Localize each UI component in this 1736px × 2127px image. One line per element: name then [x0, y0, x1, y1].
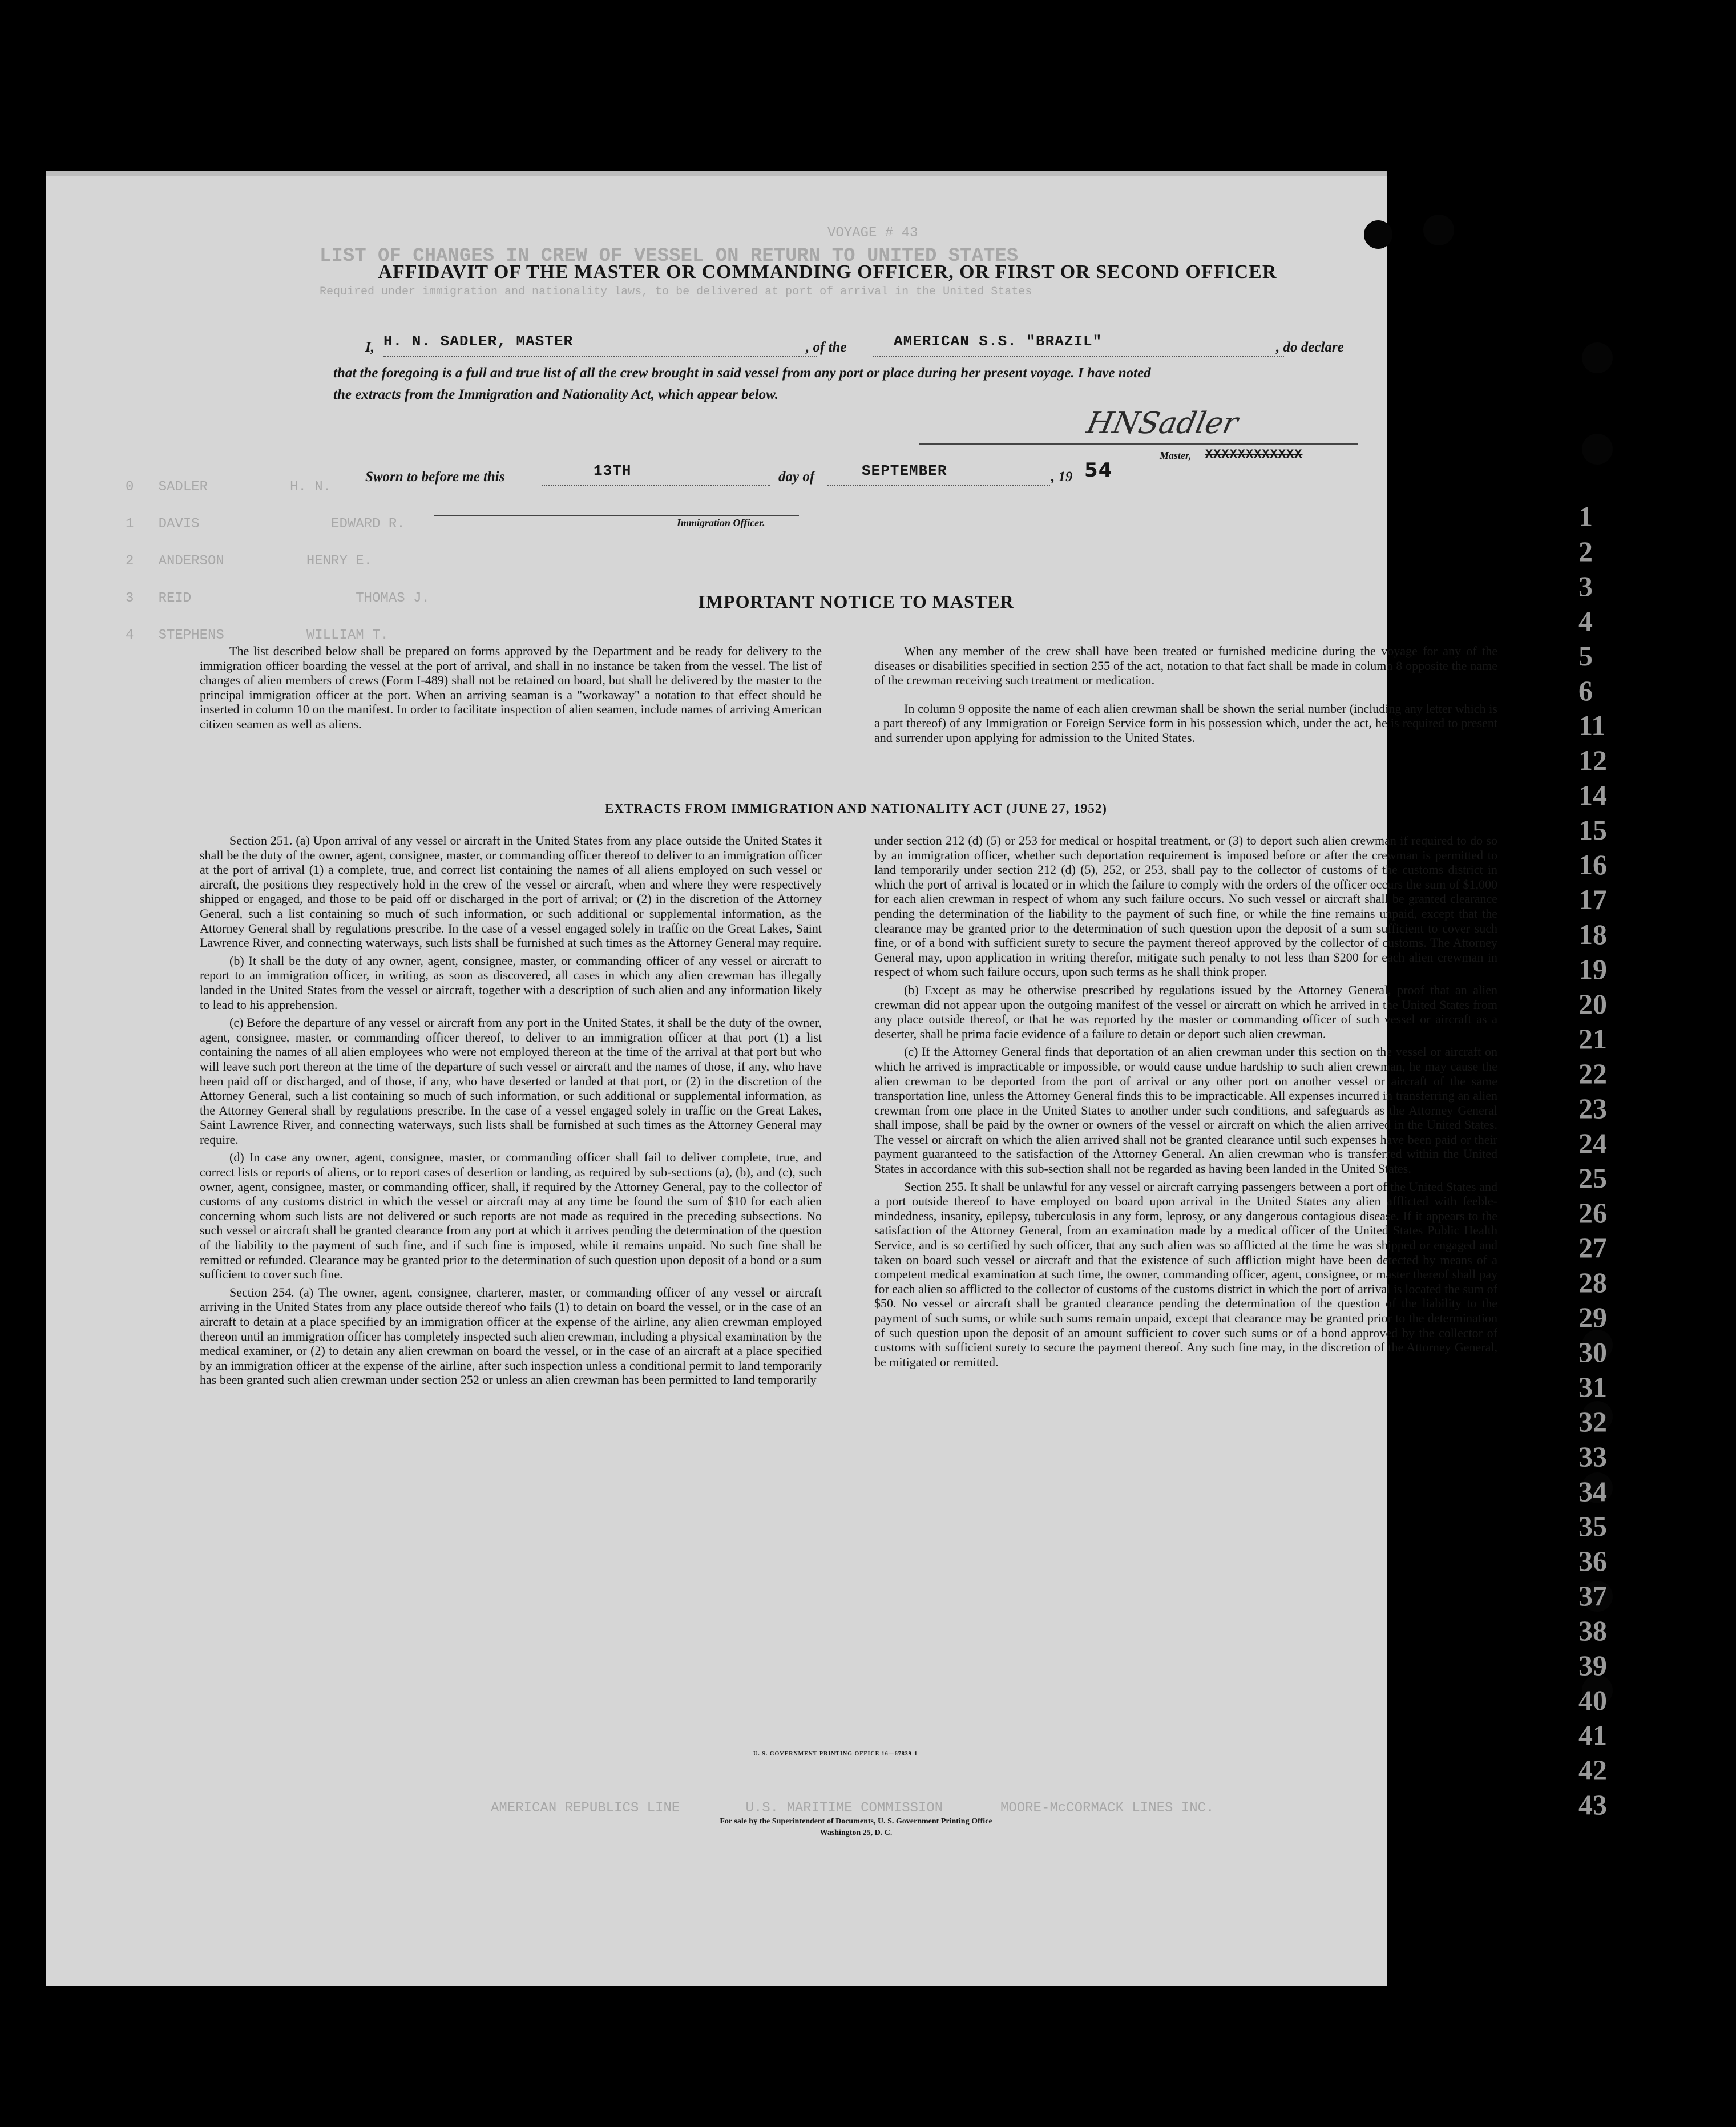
immigration-officer-line: [434, 515, 799, 516]
section-255: Section 255. It shall be unlawful for any vessel or aircraft carrying passengers between a port of the United States and a port outside thereof to have employed on board upon arrival in the United States any alien afflicted with feeble-mindedness, insanity, epilepsy, tuberculosis in any form, leprosy, or any dangerous contagious disease. If it appears to the satisfaction of the Attorney General, from an examination made by a medical officer of the United States Public Health Service, and is so certified by such officer, that any such alien was so afflicted at the time he was shipped or engaged and taken on board such vessel or aircraft and that the existence of such affliction might have been detected by means of a competent medical examination at such time, the owner, commanding officer, agent, consignee, or master thereof shall pay for each alien so afflicted to the collector of customs of the customs district in which the port of arrival is located the sum of $50. No vessel or aircraft shall be granted clearance pending the determination of the question of the liability to the payment of such sums, or while such sums remain unpaid, except that clearance may be granted prior to the determination of such question upon the deposit of an amount sufficient to cover such sums or of a bond approved by the collector of customs with sufficient surety to secure the payment thereof. Any such fine may, in the discretion of the Attorney General, be mitigated or remitted.: [874, 1179, 1497, 1369]
margin-row-number: 28: [1578, 1266, 1607, 1298]
footer-line-2: Washington 25, D. C.: [819, 1829, 893, 1837]
margin-row-number: 24: [1578, 1127, 1607, 1159]
margin-row-number: 34: [1578, 1475, 1607, 1507]
year-prefix: , 19: [1051, 469, 1073, 485]
affidavit-title: AFFIDAVIT OF THE MASTER OR COMMANDING OFFICER, OR FIRST OR SECOND OFFICER: [378, 261, 1277, 282]
margin-row-number: 5: [1578, 640, 1593, 672]
signature-line: [919, 443, 1358, 445]
margin-row-number: 33: [1578, 1440, 1607, 1472]
notice-right-para: In column 9 opposite the name of each alien crewman shall be shown the serial number (including any letter which is a part thereof) of any Immigration or Foreign Service form in his possession which, under the act, he is required to present and surrender upon applying for admission to the United States.: [874, 701, 1497, 745]
sworn-day-line: [542, 485, 770, 486]
master-signature: HNSadler: [1083, 406, 1241, 441]
section-254-b: (b) Except as may be otherwise prescribed by regulations issued by the Attorney General, proof that an alien crewman did not appear upon the outgoing manifest of the vessel or aircraft on which he arrived in the United States from any place outside thereof, or that he was reported by the master or commanding officer of such vessel or aircraft as a deserter, shall be prima facie evidence of a failure to detain or deport such alien crewman.: [874, 982, 1497, 1041]
do-declare-label: , do declare: [1276, 340, 1344, 355]
punch-hole: [1582, 342, 1613, 373]
margin-row-number: 40: [1578, 1684, 1607, 1716]
margin-row-number: 42: [1578, 1754, 1607, 1786]
section-251-a: Section 251. (a) Upon arrival of any vessel or aircraft in the United States from any place outside the United States it shall be the duty of the owner, agent, consignee, master, or commanding officer thereof to deliver to an immigration officer at the port of arrival (1) a complete, true, and correct list containing the names of all aliens employed on such vessel or aircraft, the positions they respectively hold in the crew of the vessel or aircraft, when and where they were respectively shipped or engaged, and those to be paid off or discharged in the port of arrival; or (2) in the discretion of the Attorney General, such a list containing so much of such information, or such additional or supplemental information, as the Attorney General shall by regulations prescribe. In the case of a vessel engaged solely in traffic on the Great Lakes, Saint Lawrence River, and connecting waterways, such lists shall be furnished at such times as the Attorney General may require.: [200, 833, 822, 950]
year-suffix: 54: [1084, 459, 1113, 482]
punch-hole: [1423, 215, 1454, 245]
margin-row-number: 15: [1578, 814, 1607, 846]
extracts-heading: EXTRACTS FROM IMMIGRATION AND NATIONALITY ACT (JUNE 27, 1952): [605, 801, 1107, 816]
margin-row-number: 30: [1578, 1336, 1607, 1368]
margin-row-number: 19: [1578, 953, 1607, 985]
declaration-line-2: the extracts from the Immigration and Nationality Act, which appear below.: [333, 387, 779, 402]
section-254-c: (c) If the Attorney General finds that deportation of an alien crewman under this section on the vessel or aircraft on which he arrived is impracticable or impossible, or would cause undue hardship to such alien crewman, he may cause the alien crewman to be deported from the port of arrival or any other port on another vessel or aircraft of the same transportation line, unless the Attorney General finds this to be impracticable. All expenses incurred in transferring an alien crewman from one place in the United States to another under such conditions, and safeguards as the Attorney General shall impose, shall be paid by the owner or owners of the vessel or aircraft on which the alien arrived in the United States. The vessel or aircraft on which the alien arrived shall not be granted clearance until such expenses have been paid or their payment guaranteed to the satisfaction of the Attorney General. An alien crewman who is transferred within the United States in accordance with this sub-section shall not be regarded as having been landed in the United States.: [874, 1044, 1497, 1176]
notice-left-text: The list described below shall be prepared on forms approved by the Department and be ready for delivery to the immigration officer boarding the vessel at the port of arrival, and shall in no instance be taken from the vessel. The list of changes of alien members of crews (Form I-489) shall not be retained on board, but shall be delivered by the master to the principal immigration officer at the port. When an arriving seaman is a "workaway" a notation to that effect should be inserted in column 10 on the manifest. In order to facilitate inspection of alien seamen, include names of arriving American citizen seamen as well as aliens.: [200, 644, 822, 731]
gpo-printer-line: U. S. GOVERNMENT PRINTING OFFICE 16—67839-1: [753, 1751, 918, 1757]
margin-row-number: 31: [1578, 1371, 1607, 1403]
bleed-through-text: 1 DAVIS EDWARD R.: [126, 516, 405, 532]
margin-row-number: 2: [1578, 535, 1593, 567]
margin-row-number: 22: [1578, 1058, 1607, 1089]
notice-right-para: When any member of the crew shall have been treated or furnished medicine during the voyage for any of the diseases or disabilities specified in section 255 of the act, notation to that fact shall be made in column 8 opposite the name of the crewman receiving such treatment or medication.: [874, 644, 1497, 688]
margin-row-number: 21: [1578, 1023, 1607, 1055]
notice-right-column: [874, 644, 1497, 745]
bleed-through-text: 4 STEPHENS WILLIAM T.: [126, 628, 389, 643]
footer-line-1: For sale by the Superintendent of Documents, U. S. Government Printing Office: [720, 1817, 992, 1826]
margin-row-number: 1: [1578, 501, 1593, 532]
struck-title: XXXXXXXXXXXX: [1205, 447, 1303, 462]
margin-row-number: 38: [1578, 1615, 1607, 1646]
bleed-through-text: Required under immigration and nationality laws, to be delivered at port of arrival in the United States: [320, 285, 1032, 298]
margin-row-number: 36: [1578, 1545, 1607, 1577]
margin-row-number: 12: [1578, 744, 1607, 776]
section-251-b: (b) It shall be the duty of any owner, agent, consignee, master, or commanding officer of any vessel or aircraft to report to an immigration officer, in writing, as soon as discovered, all cases in which any alien crewman has illegally landed in the United States from the vessel or aircraft, together with a description of such alien and any information likely to lead to his apprehension.: [200, 953, 822, 1012]
margin-row-number: 29: [1578, 1301, 1607, 1333]
extracts-left-column: [200, 833, 822, 1387]
margin-row-number: 35: [1578, 1510, 1607, 1542]
margin-row-number: 6: [1578, 675, 1593, 707]
bleed-through-text: 0 SADLER H. N.: [126, 479, 332, 495]
margin-row-number: 39: [1578, 1649, 1607, 1681]
sworn-month: SEPTEMBER: [862, 462, 947, 479]
page-top-edge: [46, 171, 1387, 176]
margin-row-number: 23: [1578, 1092, 1607, 1124]
margin-row-number: 43: [1578, 1789, 1607, 1821]
margin-row-number: 14: [1578, 779, 1607, 811]
bleed-through-text: VOYAGE # 43: [827, 225, 918, 241]
margin-row-number: 18: [1578, 918, 1607, 950]
section-254-a-cont: under section 212 (d) (5) or 253 for medical or hospital treatment, or (3) to deport such alien crewman if required to do so by an immigration officer, whether such deportation requirement is imposed before or after the crewman is permitted to land temporarily under section 212 (d) (5), 252, or 253, shall pay to the collector of customs of the customs district in which the port of arrival is located or in which the failure to comply with the orders of the officer occurs the sum of $1,000 for each alien crewman in respect of whom any such failure occurs. No such vessel or aircraft shall be granted clearance pending the determination of the liability to the payment of such fine, or while the fine remains unpaid, except that the clearance may be granted prior to the determination of such question upon the deposit of a sum sufficient to cover such fine, or of a bond with sufficient surety to secure the payment thereof approved by the collector of customs. The Attorney General may, upon application in writing therefor, mitigate such penalty to not less than $200 for each alien crewman in respect of whom such failure occurs, upon such terms as he shall think proper.: [874, 833, 1497, 979]
margin-row-number: 25: [1578, 1162, 1607, 1194]
extracts-right-column: [874, 833, 1497, 1369]
punch-hole: [1364, 220, 1392, 249]
of-the-label: , of the: [806, 340, 847, 355]
day-of-label: day of: [778, 469, 815, 485]
master-caption: Master,: [1160, 450, 1192, 461]
bleed-through-text: AMERICAN REPUBLICS LINE U.S. MARITIME COMMISSION MOORE-McCORMACK LINES INC.: [491, 1801, 1214, 1816]
vessel-line: [873, 356, 1284, 357]
sworn-prefix: Sworn to before me this: [365, 469, 505, 485]
vessel-name: AMERICAN S.S. "BRAZIL": [894, 333, 1103, 350]
notice-heading: IMPORTANT NOTICE TO MASTER: [698, 591, 1014, 612]
margin-row-number: 32: [1578, 1406, 1607, 1438]
margin-row-number: 27: [1578, 1232, 1607, 1264]
margin-row-number: 11: [1578, 709, 1606, 741]
sworn-month-line: [827, 485, 1050, 486]
bleed-through-text: 3 REID THOMAS J.: [126, 591, 430, 606]
declarant-prefix: I,: [365, 340, 374, 355]
margin-row-number: 37: [1578, 1580, 1607, 1612]
notice-left-column: [200, 644, 822, 732]
sworn-day: 13TH: [594, 462, 632, 479]
margin-row-number: 3: [1578, 570, 1593, 602]
immigration-officer-caption: Immigration Officer.: [677, 517, 765, 528]
margin-row-number: 4: [1578, 605, 1593, 637]
section-254-a: Section 254. (a) The owner, agent, consignee, charterer, master, or commanding officer of any vessel or aircraft arriving in the United States from any place outside thereof who fails (1) to detain on board the vessel, or in the case of an aircraft to detain at a place specified by an immigration officer at the expense of the airline, any alien crewman employed thereon until an immigration officer has completely inspected such alien crewman, including a physical examination by the medical examiner, or (2) to detain any alien crewman on board the vessel, or in the case of an aircraft at a place specified by an immigration officer at the expense of the airline, after such inspection unless a conditional permit to land temporarily has been granted such alien crewman under section 252 or unless an alien crewman has been permitted to land temporarily: [200, 1285, 822, 1387]
declarant-name: H. N. SADLER, MASTER: [383, 333, 574, 350]
margin-row-number: 17: [1578, 883, 1607, 915]
margin-row-number: 26: [1578, 1197, 1607, 1229]
bleed-through-text: 2 ANDERSON HENRY E.: [126, 554, 373, 569]
declaration-line-1: that the foregoing is a full and true list of all the crew brought in said vessel from any port or place during her present voyage. I have noted: [333, 365, 1151, 381]
margin-row-number: 16: [1578, 849, 1607, 881]
declarant-line: [383, 356, 817, 357]
punch-hole: [1582, 434, 1613, 465]
margin-row-number: 20: [1578, 988, 1607, 1020]
bleed-through-text: LIST OF CHANGES IN CREW OF VESSEL ON RETURN TO UNITED STATES: [320, 245, 1019, 267]
margin-row-number: 41: [1578, 1719, 1607, 1751]
section-251-d: (d) In case any owner, agent, consignee, master, or commanding officer shall fail to deliver complete, true, and correct lists or reports of aliens, or to report cases of desertion or landing, as required by sub-sections (a), (b), and (c), such owner, agent, consignee, master, or commanding officer, shall, if required by the Attorney General, pay to the collector of customs of any customs district in which the vessel or aircraft may at any time be found the sum of $10 for each alien concerning whom such lists are not delivered or such reports are not made as required in the preceding subsections. No such vessel or aircraft shall be granted clearance from any port at which it arrives pending the determination of the question of the liability to the payment of such fine, and if such fine is imposed, while it remains unpaid. No such fine shall be remitted or refunded. Clearance may be granted prior to the determination of such question upon deposit of a bond or a sum sufficient to cover such fine.: [200, 1150, 822, 1282]
section-251-c: (c) Before the departure of any vessel or aircraft from any port in the United States, it shall be the duty of the owner, agent, consignee, master, or commanding officer thereof, to deliver to an immigration officer at that port (1) a list containing the names of all alien employees who were not employed thereon at the time of the arrival at that port but who will leave such port thereon at the time of the departure of such vessel or aircraft and the names of those, if any, who have been paid off or discharged, and of those, if any, who have deserted or landed at that port, or (2) in the discretion of the Attorney General, such a list containing so much of such information, or such additional or supplemental information, as the Attorney General shall by regulations prescribe. In the case of a vessel engaged solely in traffic on the Great Lakes, Saint Lawrence River, and connecting waterways, such lists shall be furnished at such times as the Attorney General may require.: [200, 1015, 822, 1147]
